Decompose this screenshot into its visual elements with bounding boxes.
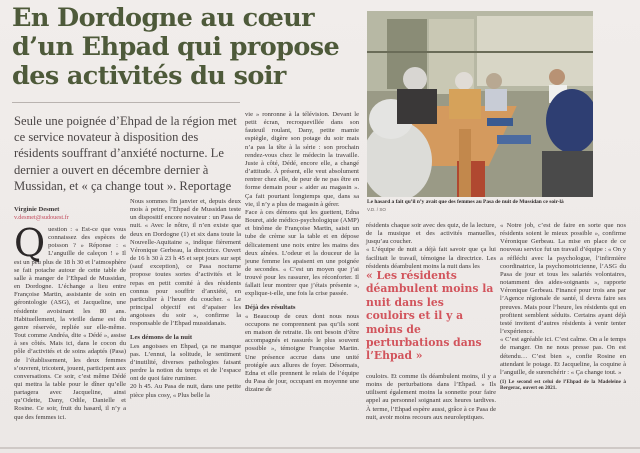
article-photo — [367, 11, 593, 197]
subheading: Les démons de la nuit — [130, 333, 193, 341]
column-1 — [14, 221, 126, 422]
divider — [12, 102, 240, 103]
paragraph: vie » ronronne à la télévision. Devant le petit écran, recroquevillée dans son fauteuil roulant, Dany, petite mamie espiègle, digère son potage du soir mais n’a pas la tête à la série : son prochain rendez-vous chez le médecin la travaille. Juste à côté, Dédé, encore elle, a changé d’attitude. À présent, elle veut absolument rentrer chez elle, de peur de ne pas être en forme demain pour « aider au magasin ». Ça fait pourtant longtemps que, dans sa vie, il n’y a plus de magasin à gérer. — [245, 111, 359, 208]
paragraph: Les angoisses en Ehpad, ça ne manque pas. L’ennui, la solitude, le sentiment d’inutilité, diverses pathologies faisant perdre la notion du temps et de l’espace ont de quoi faire ruminer. — [130, 342, 241, 383]
standfirst: Seule une poignée d’Ehpad de la région met ce service novateur à disposition des résidents souffrant d’anxiété nocturne. Le dernier a ouvert en décembre dernier à Mussidan, et « ça change tout ». Reportage — [14, 114, 237, 193]
paragraph: « C’est agréable ici. C’est calme. On a le temps de manger. On ne nous presse pas. On est détendu… C’est bien », confie Rosine en attendant le potage. Et Jacqueline, la coquine à l’anguille, de surenchérir : « Ça change tout. » — [500, 336, 626, 376]
subheading: Déjà des résultats — [245, 303, 296, 311]
paragraph: Face à ces démons qui les guettent, Edna Bouret, aide médico-psychologique (AMP) et binôme de Françoise Martin, saisit un tube de crème sur la table et en dépose délicatement une noix entre les mains des deux aînées. L’odeur et la douceur de la jeune femme les apaisent en une poignée de secondes. « C’est un moyen que j’ai trouvé pour les rassurer, les réconforter. Il fallait leur montrer que j’étais présente », explique-t-elle, une fois la crise passée. — [245, 208, 359, 298]
paragraph: « Notre job, c’est de faire en sorte que nos résidents soient le mieux possible », confirme Véronique Gerbeau. La mise en place de ce nouveau service fut un travail d’équipe : « On y a réfléchi avec la psychologue, l’infirmière coordinatrice, la psychomotricienne, l’ASG du Pasa de jour et tous les salariés volontaires, notamment des aides-soignants », rapporte Véronique Gerbeau. Financé pour trois ans par l’Agence régionale de santé, il devra faire ses preuves. Mais pour l’heure, les résidents qui en profitent semblent séduits. Certains ayant déjà testé invitent d’autres résidents à venir tenter l’expérience. — [500, 222, 626, 336]
page-edge — [0, 447, 640, 449]
pull-quote: « Les résidents déambulent moins la nuit dans les couloirs et il y a moins de perturbations dans l’Ehpad » — [366, 269, 494, 363]
column-5 — [500, 222, 626, 392]
paragraph: uestion : « Est-ce que vous connaissez des espèces de poisson ? » Réponse : « L’anguille de caleçon ! » Il est un peu plus de 18 h 30 et l’atmosphère se fait potache autour de cette table de salle à manger de l’Ehpad de Mussidan, en Dordogne. L’échange a lieu entre Françoise Martin, assistante de soin en gérontologie (ASG), et Jacqueline, une résidente avoisinant les 80 ans. Habituellement, la vieille dame est du genre réservée, repliée sur elle-même. Tout comme Andréa, dite « Dédé », assise à ses côtés. Mais ici, dans le cocon du pôle d’activités et de soins adaptés (Pasa) de l’établissement, les deux femmes s’ouvrent, tricotent, jouent, participent aux conversations. Ce soir, c’est même Dédé qui mettra la table pour le dîner qu’elle partagera avec Jacqueline, ainsi qu’Odette, Dany, Odile, Danielle et Rosine. Ce soir, fruit du hasard, il n’y a que des femmes ici. — [14, 226, 126, 421]
footnote: (1) Le second est celui de l’Ehpad de la Madeleine à Bergerac, ouvert en 2021. — [500, 378, 626, 392]
photo-illustration — [367, 11, 593, 197]
byline — [14, 206, 124, 221]
author-name: Virginie Desmet — [14, 206, 60, 213]
column-4 — [366, 222, 496, 271]
paragraph: Nous sommes fin janvier et, depuis deux mois à peine, l’Ehpad de Mussidan teste un dispositif encore novateur : un Pasa de nuit. « Avec le nôtre, il n’en existe que deux en Dordogne (1) et six dans toute la Nouvelle-Aquitaine », indique fièrement Véronique Gerbeau, la directrice. Ouvert de 16 h 30 à 23 h 45 et sept jours sur sept (sauf exception), ce Pasa nocturne propose toutes sortes d’activités et le repas en petit comité à des résidents connus pour souffrir d’anxiété, en particulier à l’heure du coucher. « Le principal objectif est d’apaiser les angoisses du soir », confirme la responsable de l’Ehpad mussidanais. — [130, 198, 241, 328]
author-email[interactable]: v.desmet@sudouest.fr — [14, 214, 69, 221]
photo-caption: Le hasard a fait qu’il n’y avait que des femmes au Pasa de nuit de Mussidan ce soir-là — [367, 199, 564, 205]
paragraph: 20 h 45. Au Pasa de nuit, dans une petite pièce plus cosy, « Plus belle la — [130, 383, 241, 399]
headline: En Dordogne au cœur d’un Ehpad qui propose des activités du soir — [12, 3, 340, 91]
paragraph: couloirs. Et comme ils déambulent moins, il y a moins de perturbations dans l’Ehpad. » Ils utilisent également moins la sonnette pour faire appel au personnel soignant aux heures tardives. À terme, l’Ehpad espère aussi, grâce à ce Pasa de nuit, avoir moins recours aux neuroleptiques. — [366, 373, 496, 421]
paragraph: résidents chaque soir avec des quiz, de la lecture, de la musique et des activités manuelles, jusqu’au coucher. — [366, 222, 496, 246]
column-2 — [130, 198, 241, 400]
column-4-continued — [366, 373, 496, 422]
column-3 — [245, 111, 359, 394]
paragraph: « L’équipe de nuit a déjà fait savoir que ça lui facilitait le travail, témoigne la directrice. Les résidents déambulent moins la nuit dans les — [366, 246, 496, 270]
dropcap: Q — [14, 221, 46, 265]
photo-credit: V.D. / SO — [367, 207, 386, 212]
paragraph: « Beaucoup de ceux dont nous nous occupons ne comprennent pas qu’ils sont en maison de retraite. Ils ont besoin d’être accompagnés et rassurés le plus souvent possible », témoigne Françoise Martin. Une présence accrue dans une unité protégée aux allures de foyer. Désormais, Edna et elle prennent le relais de l’équipe du Pasa de jour, occupant en moyenne une dizaine de — [245, 312, 359, 394]
